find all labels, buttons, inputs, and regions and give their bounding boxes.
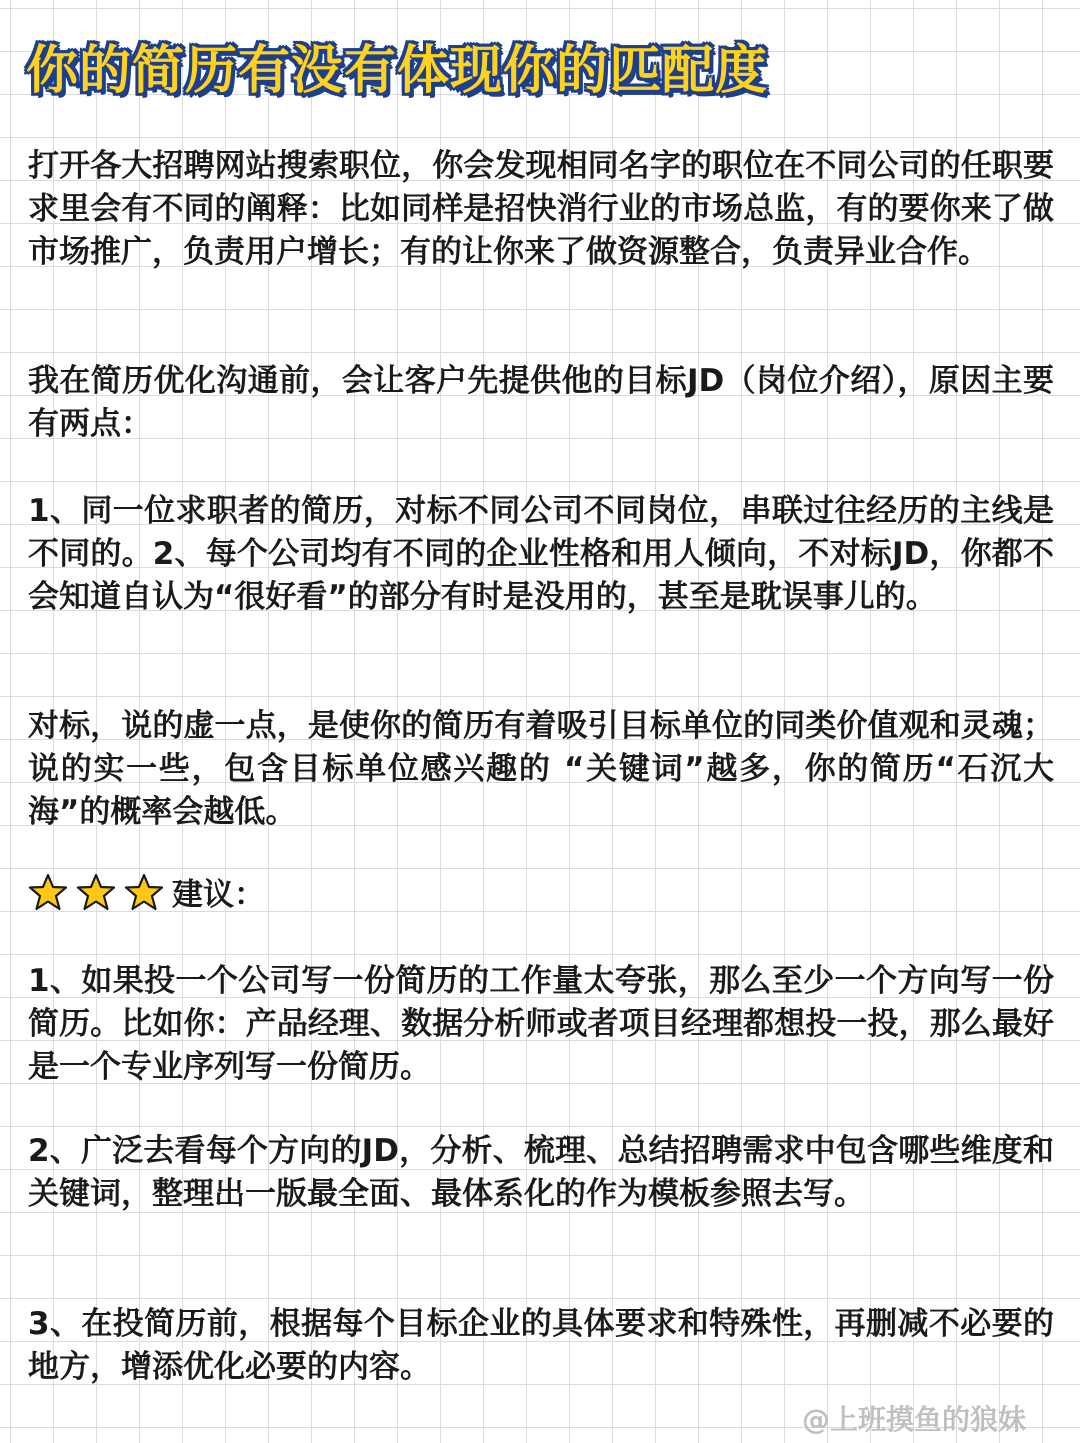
author-watermark: @上班摸鱼的狼妹 <box>801 1403 1026 1436</box>
page-title: 你的简历有没有体现你的匹配度 <box>26 41 769 101</box>
star-icon <box>76 872 116 912</box>
paragraph-benchmark: 对标，说的虚一点，是使你的简历有着吸引目标单位的同类价值观和灵魂；说的实一些，包含目标单位感兴趣的 “关键词”越多，你的简历“石沉大海”的概率会越低。 <box>28 708 1054 830</box>
paragraph-jd-request: 我在简历优化沟通前，会让客户先提供他的目标JD（岗位介绍），原因主要有两点： <box>28 363 1054 442</box>
suggestion-label: 建议： <box>172 877 265 913</box>
star-icon <box>28 872 68 912</box>
star-icon <box>124 872 164 912</box>
paragraph-intro: 打开各大招聘网站搜索职位，你会发现相同名字的职位在不同公司的任职要求里会有不同的阐释：比如同样是招快消行业的市场总监，有的要你来了做市场推广，负责用户增长；有的让你来了做资源整合，负责异业合作。 <box>28 148 1054 270</box>
suggestion-heading <box>28 870 265 913</box>
tip-item-1: 1、如果投一个公司写一份简历的工作量太夸张，那么至少一个方向写一份简历。比如你：产品经理、数据分析师或者项目经理都想投一投，那么最好是一个专业序列写一份简历。 <box>28 963 1054 1085</box>
paragraph-two-reasons: 1、同一位求职者的简历，对标不同公司不同岗位，串联过往经历的主线是不同的。2、每个公司均有不同的企业性格和用人倾向，不对标JD，你都不会知道自认为“很好看”的部分有时是没用的，甚至是耽误事儿的。 <box>28 493 1054 615</box>
tip-item-3: 3、在投简历前，根据每个目标企业的具体要求和特殊性，再删减不必要的地方，增添优化必要的内容。 <box>28 1306 1054 1385</box>
tip-item-2: 2、广泛去看每个方向的JD，分析、梳理、总结招聘需求中包含哪些维度和关键词，整理出一版最全面、最体系化的作为模板参照去写。 <box>28 1133 1054 1212</box>
